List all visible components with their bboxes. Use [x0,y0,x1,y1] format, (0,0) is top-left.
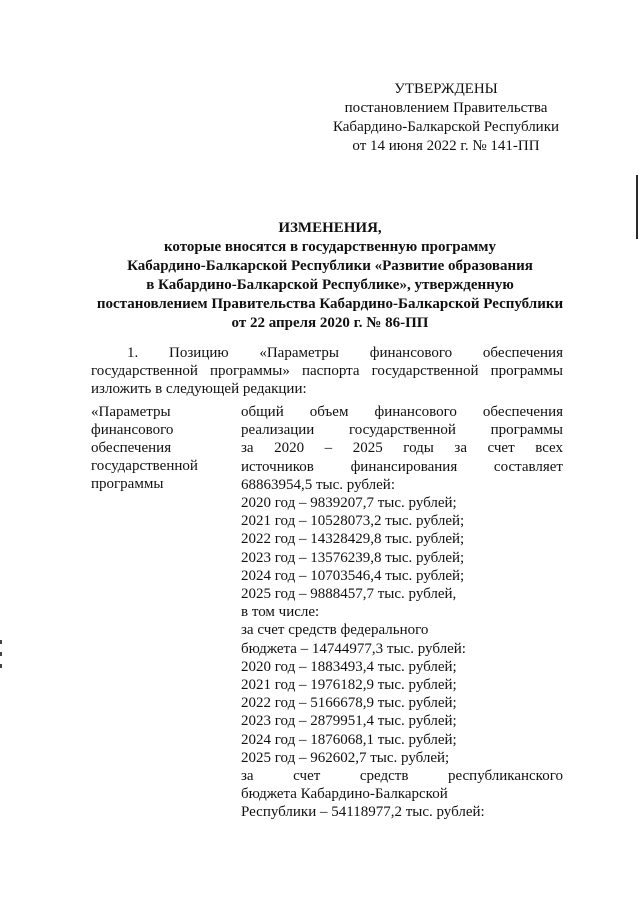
federal-year-row: 2022 год – 5166678,9 тыс. рублей; [241,695,457,712]
federal-year-row: 2021 год – 1976182,9 тыс. рублей; [241,677,457,694]
title-line: в Кабардино-Балкарской Республике», утвержденную [146,277,514,293]
federal-text-line: бюджета – 14744977,3 тыс. рублей: [241,640,466,657]
total-year-row: 2024 год – 10703546,4 тыс. рублей; [241,567,465,584]
title-line: Кабардино-Балкарской Республики «Развитие образования [127,258,533,274]
scan-edge-dots [0,640,2,678]
federal-text-line: за счет средств федерального [241,622,429,639]
total-text-line: за 2020 – 2025 годы за счет всех [241,440,563,457]
total-year-row: 2022 год – 14328429,8 тыс. рублей; [241,531,465,548]
total-value: 68863954,5 тыс. рублей: [241,476,395,493]
total-year-row: 2021 год – 10528073,2 тыс. рублей; [241,513,465,530]
label-line: обеспечения [91,440,172,456]
republic-text-line: бюджета Кабардино-Балкарской [241,786,448,803]
title-line: постановлением Правительства Кабардино-Балкарской Республики [96,296,564,312]
document-title [60,219,600,333]
label-line: государственной [91,458,198,474]
total-year-row: 2025 год – 9888457,7 тыс. рублей, [241,586,457,603]
approval-date: от 14 июня 2022 г. № 141-ПП [352,138,540,154]
scan-edge-mark [636,175,638,239]
intro-line: государственной программы» паспорта государственной программы [91,363,563,379]
total-text-line: источников финансирования составляет [241,458,563,475]
total-year-row: 2020 год – 9839207,7 тыс. рублей; [241,495,457,512]
federal-year-row: 2020 год – 1883493,4 тыс. рублей; [241,658,457,675]
label-line: «Параметры [91,404,171,420]
including-label: в том числе: [241,604,320,621]
approval-stamp [330,80,562,156]
parameters-content [241,403,563,822]
approval-authority: постановлением Правительства [344,100,548,116]
total-text-line: реализации государственной программы [241,422,563,439]
federal-year-row: 2024 год – 1876068,1 тыс. рублей; [241,731,457,748]
intro-paragraph [91,344,563,398]
republic-text-line: за счет средств республиканского [241,768,563,785]
total-text-line: общий объем финансового обеспечения [241,404,563,420]
approval-heading: УТВЕРЖДЕНЫ [394,81,498,97]
title-line: от 22 апреля 2020 г. № 86-ПП [231,315,429,331]
intro-line: изложить в следующей редакции: [91,381,307,397]
approval-government: Кабардино-Балкарской Республики [332,119,560,135]
label-line: финансового [91,422,174,438]
title-line: которые вносятся в государственную программу [163,239,497,255]
federal-year-row: 2025 год – 962602,7 тыс. рублей; [241,749,450,766]
title-line: ИЗМЕНЕНИЯ, [278,220,382,236]
parameters-label [91,403,221,493]
total-year-row: 2023 год – 13576239,8 тыс. рублей; [241,549,465,566]
intro-line: 1. Позицию «Параметры финансового обеспечения [127,345,563,361]
republic-text-line: Республики – 54118977,2 тыс. рублей: [241,804,485,821]
label-line: программы [91,476,164,492]
federal-year-row: 2023 год – 2879951,4 тыс. рублей; [241,713,457,730]
